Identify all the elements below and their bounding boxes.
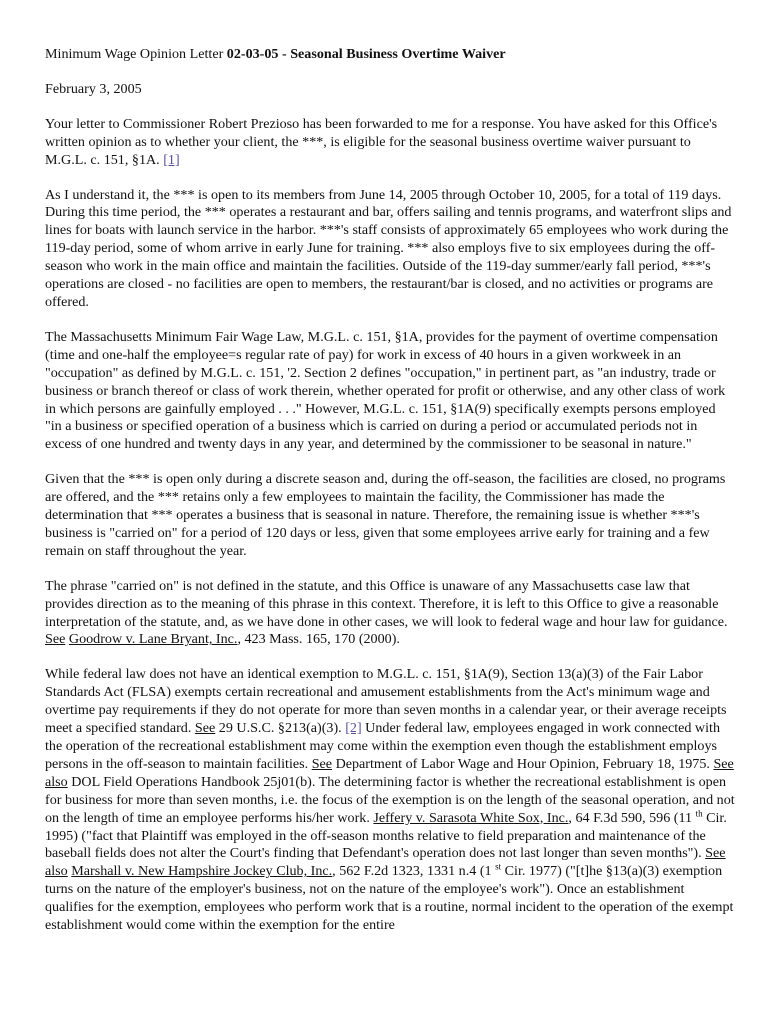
ordinal-st: st [495,861,502,872]
paragraph-1 [45,116,735,170]
paragraph-1-text: Your letter to Commissioner Robert Prezioso has been forwarded to me for a response. You have asked for this Office's written opinion as to whether your client, the ***, is eligible for the seasonal business overtime waiver pursuant to M.G.L. c. 151, §1A. [45,115,718,168]
p6-part-d: Department of Labor Wage and Hour Opinion, February 18, 1975. [332,755,714,772]
p6-part-h: , 562 F.2d 1323, 1331 n.4 (1 [332,863,496,880]
paragraph-5-text: The phrase "carried on" is not defined in the statute, and this Office is unaware of any Massachusetts case law that provides direction as to the meaning of this phrase in this context. Therefore, it is left to this Office to give a reasonable interpretation of the statute, and, as we have done in other cases, we will look to federal wage and hour law for guidance. [45,577,728,630]
p6-part-f: , 64 F.3d 590, 596 (11 [568,809,696,826]
paragraph-2: As I understand it, the *** is open to its members from June 14, 2005 through October 10, 2005, for a total of 119 days. During this time period, the *** operates a restaurant and bar, offers sailing and tennis programs, and waterfront slips and lines for boats with launch service in the harbor. ***'s staff consists of approximately 65 employees who work during the 119-day period, some of whom arrive in early June for training. *** also employs five to six employees during the off-season who work in the main office and maintain the facilities. Outside of the 119-day summer/early fall period, ***'s operations are closed - no facilities are open to members, the restaurant/bar is closed, and no activities or programs are offered. [45,186,732,310]
p6-part-g: Cir. 1995) ("fact that Plaintiff was employed in the off-season months relative to field preparation and maintenance of the baseball fields does not alter the Court's finding that Defendant's operation does not last longer than seven months"). [45,809,727,862]
title-bold: 02-03-05 - Seasonal Business Overtime Waiver [226,46,506,62]
case-goodrow-cite: , 423 Mass. 165, 170 (2000). [237,631,400,648]
letter-date: February 3, 2005 [45,80,142,97]
paragraph-4: Given that the *** is open only during a discrete season and, during the off-season, the facilities are closed, no programs are offered, and the *** retains only a few employees to maintain the facility, the Commissioner has made the determination that *** operates a business that is seasonal in nature. Therefore, the remaining issue is whether ***'s business is "carried on" for a period of 120 days or less, given that some employees arrive early for training and a few remain on staff throughout the year. [45,471,726,559]
see-signal: See [45,631,66,648]
see-signal: See [194,720,216,737]
case-jeffery: Jeffery v. Sarasota White Sox, Inc. [373,809,569,826]
document-page [45,46,735,952]
see-signal: See [713,755,734,772]
case-goodrow: Goodrow v. Lane Bryant, Inc. [68,631,238,648]
see-signal: See [705,845,726,862]
p6-part-c: Under federal law, employees engaged in work connected with the operation of the recreational establishment may come within the exemption even though the establishment employs persons in the off-season to maintain facilities. [45,720,720,772]
p6-part-e: DOL Field Operations Handbook 25j01(b). The determining factor is whether the recreational establishment is open for business for more than seven months, i.e. the focus of the exemption is on the length of the seasonal operation, and not on the length of time an employee performs his/her work. [45,773,735,826]
footnote-2-link[interactable]: [2] [345,720,362,737]
also-signal: also [45,863,68,880]
p6-part-b: 29 U.S.C. §213(a)(3). [215,720,346,737]
title-prefix: Minimum Wage Opinion Letter [45,46,227,62]
ordinal-th: th [695,807,703,818]
paragraph-6 [45,666,735,935]
see-signal: See [311,755,333,772]
p6-part-a: While federal law does not have an identical exemption to M.G.L. c. 151, §1A(9), Section 13(a)(3) of the Fair Labor Standards Act (FLSA) exempts certain recreational and amusement establishments from the Act's minimum wage and overtime pay requirements if they do not operate for more than seven months in a calendar year, or their average receipts meet a specified standard. [45,666,727,737]
paragraph-5 [45,578,735,650]
paragraph-3: The Massachusetts Minimum Fair Wage Law, M.G.L. c. 151, §1A, provides for the payment of overtime compensation (time and one-half the employee=s regular rate of pay) for work in excess of 40 hours in a given workweek in an "occupation" as defined by M.G.L. c. 151, '2. Section 2 defines "occupation," in pertinent part, as "an industry, trade or business or branch thereof or class of work therein, whether operated for profit or otherwise, and any other class of work in which persons are gainfully employed . . ." However, M.G.L. c. 151, §1A(9) specifically exempts persons employed "in a business or specified operation of a business which is carried on during a period or accumulated periods not in excess of one hundred and twenty days in any year, and determined by the commissioner to be seasonal in nature." [45,328,726,453]
case-marshall: Marshall v. New Hampshire Jockey Club, Inc. [71,863,333,880]
also-signal: also [45,773,68,790]
p6-part-i: Cir. 1977) ("[t]he §13(a)(3) exemption turns on the nature of the employer's business, not on the nature of the employee's work"). Once an establishment qualifies for the exemption, employees who perform work that is a routine, normal incident to the operation of the exempt establishment would come within the exemption for the entire [45,863,734,934]
footnote-1-link[interactable]: [1] [163,151,180,168]
document-title [45,46,735,64]
